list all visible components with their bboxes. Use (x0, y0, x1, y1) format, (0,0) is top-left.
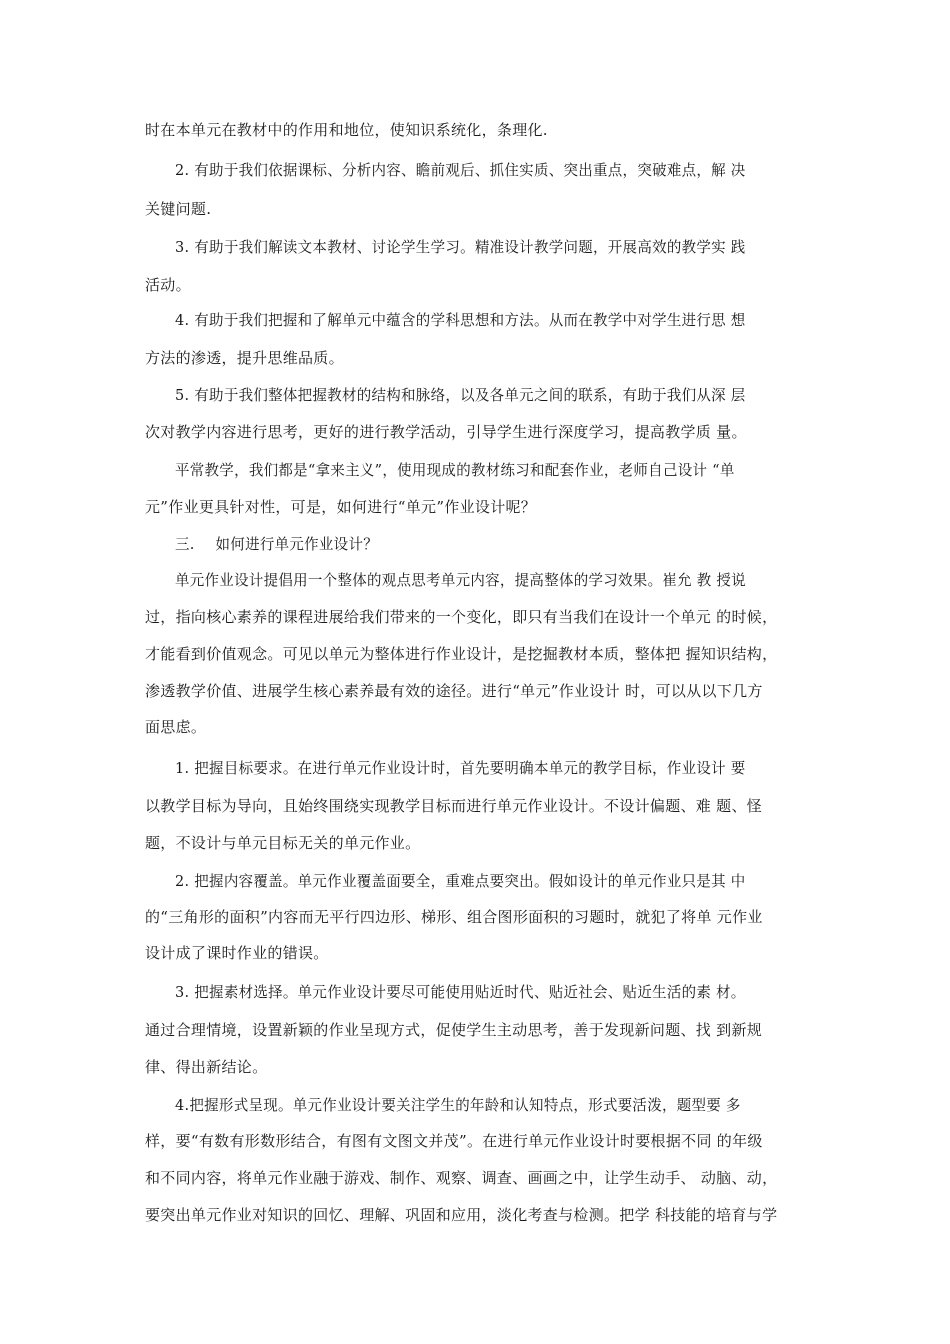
text-line: 平常教学，我们都是“拿来主义”，使用现成的教材练习和配套作业，老师自己设计 “单 (175, 461, 735, 479)
text-line: 渗透教学价值、进展学生核心素养最有效的途径。进行“单元”作业设计 时，可以从以下几方 (145, 682, 763, 700)
text-line: 2. 有助于我们依据课标、分析内容、瞻前观后、抓住实质、突出重点，突破难点，解 决 (175, 161, 746, 179)
text-line: 5. 有助于我们整体把握教材的结构和脉络，以及各单元之间的联系，有助于我们从深 层 (175, 386, 746, 404)
text-line: 4.把握形式呈现。单元作业设计要关注学生的年龄和认知特点，形式要活泼，题型要 多 (175, 1096, 741, 1114)
text-line: 的“三角形的面积”内容而无平行四边形、梯形、组合图形面积的习题时，就犯了将单 元作业 (145, 908, 763, 926)
text-line: 和不同内容，将单元作业融于游戏、制作、观察、调查、画画之中，让学生动手、 动脑、动， (145, 1169, 778, 1187)
text-line: 3. 有助于我们解读文本教材、讨论学生学习。精准设计教学问题，开展高效的教学实 践 (175, 238, 746, 256)
text-line: 面思虑。 (145, 718, 207, 736)
text-line: 要突出单元作业对知识的回忆、理解、巩固和应用，淡化考查与检测。把学 科技能的培育与学 (145, 1206, 778, 1224)
text-line: 次对教学内容进行思考，更好的进行教学活动，引导学生进行深度学习，提高教学质 量。 (145, 423, 747, 441)
text-line: 样，要“有数有形数形结合，有图有文图文并茂”。在进行单元作业设计时要根据不同 的年级 (145, 1132, 763, 1150)
section-title: 如何进行单元作业设计？ (215, 535, 378, 553)
text-line: 时在本单元在教材中的作用和地位，使知识系统化，条理化. (145, 121, 548, 139)
text-line: 单元作业设计提倡用一个整体的观点思考单元内容，提高整体的学习效果。崔允 教 授说 (175, 571, 746, 589)
text-line: 1. 把握目标要求。在进行单元作业设计时，首先要明确本单元的教学目标，作业设计 要 (175, 759, 746, 777)
section-number: 三. (175, 535, 195, 553)
text-line: 设计成了课时作业的错误。 (145, 944, 329, 962)
text-line: 元”作业更具针对性，可是，如何进行“单元”作业设计呢？ (145, 498, 537, 516)
text-line: 律、得出新结论。 (145, 1058, 268, 1076)
text-line: 4. 有助于我们把握和了解单元中蕴含的学科思想和方法。从而在教学中对学生进行思 想 (175, 311, 746, 329)
text-line: 关键问题. (145, 200, 212, 218)
text-line: 以教学目标为导向，且始终围绕实现教学目标而进行单元作业设计。不设计偏题、难 题、怪 (145, 797, 763, 815)
text-line: 活动。 (145, 276, 191, 294)
text-line: 才能看到价值观念。可见以单元为整体进行作业设计，是挖掘教材本质，整体把 握知识结构， (145, 645, 778, 663)
text-line: 3. 把握素材选择。单元作业设计要尽可能使用贴近时代、贴近社会、贴近生活的素 材。 (175, 983, 746, 1001)
text-line: 题，不设计与单元目标无关的单元作业。 (145, 834, 421, 852)
text-line: 通过合理情境，设置新颖的作业呈现方式，促使学生主动思考，善于发现新问题、找 到新规 (145, 1021, 763, 1039)
text-line: 方法的渗透，提升思维品质。 (145, 349, 344, 367)
section-heading (175, 533, 812, 554)
text-line: 2. 把握内容覆盖。单元作业覆盖面要全，重难点要突出。假如设计的单元作业只是其 中 (175, 872, 746, 890)
text-line: 过，指向核心素养的课程进展给我们带来的一个变化，即只有当我们在设计一个单元 的时候， (145, 608, 778, 626)
